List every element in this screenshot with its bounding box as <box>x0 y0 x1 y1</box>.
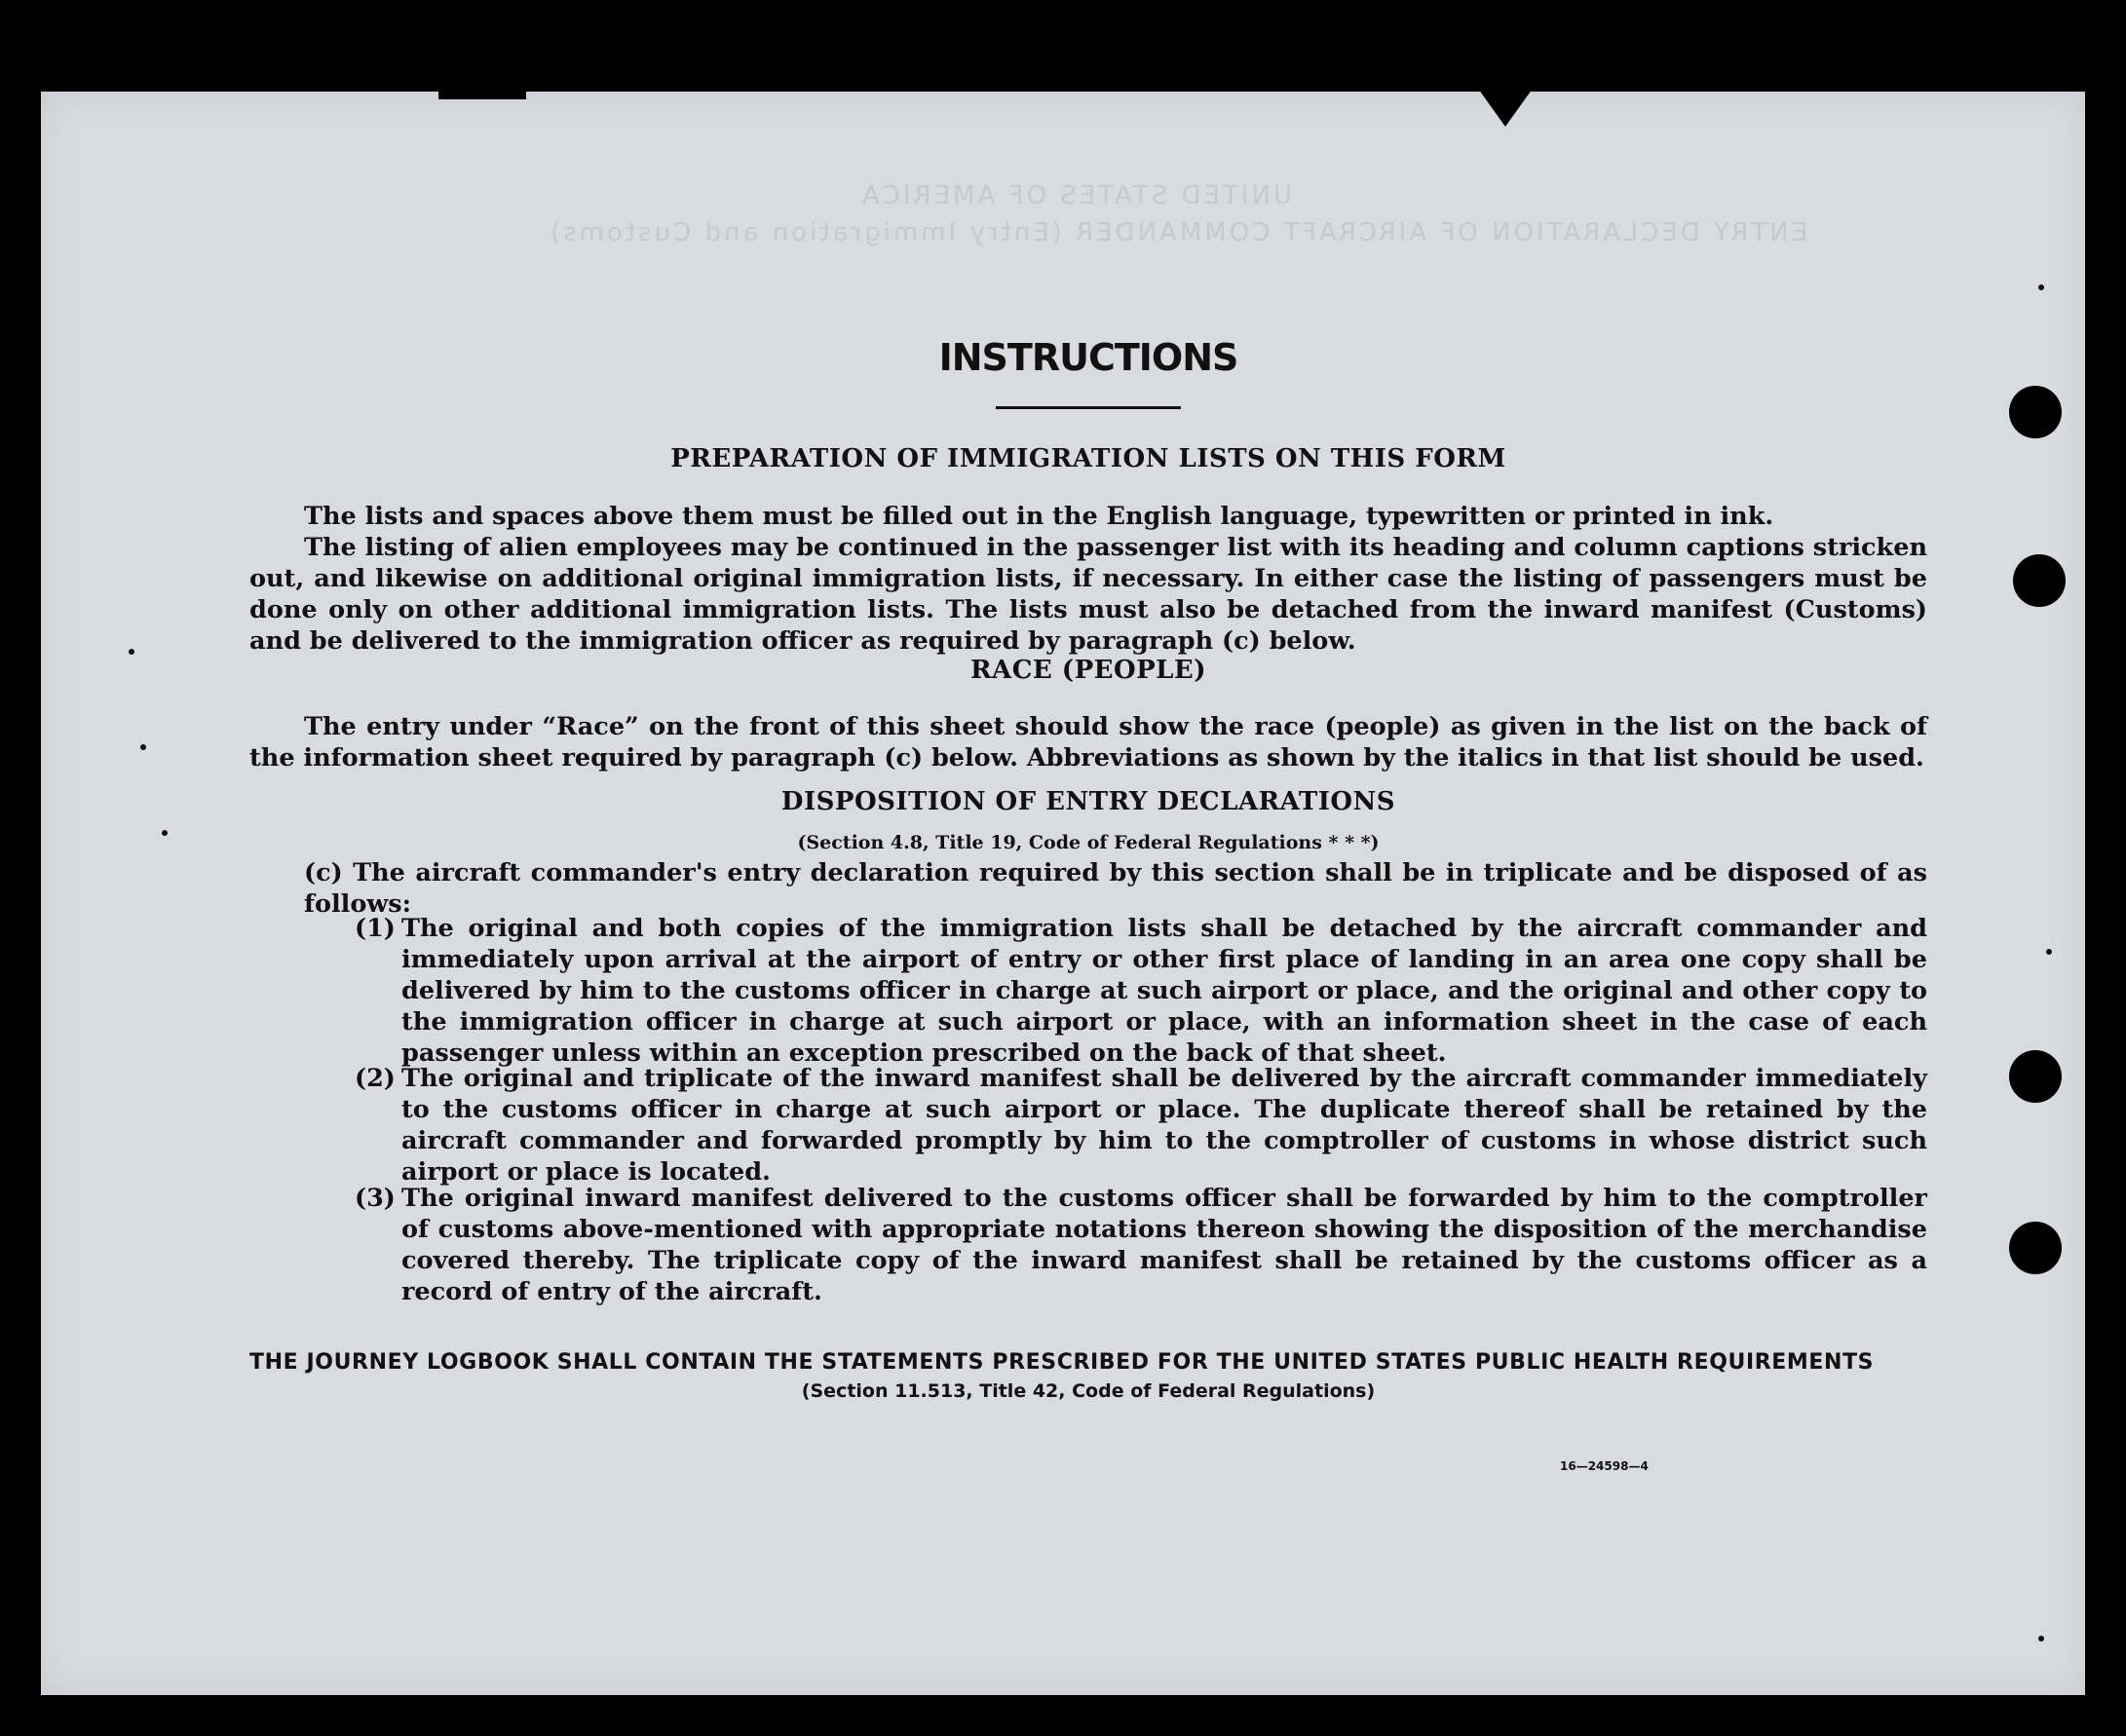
item-number: (3) <box>355 1184 396 1213</box>
speck <box>129 649 134 655</box>
section-heading-disposition: DISPOSITION OF ENTRY DECLARATIONS <box>780 787 1396 816</box>
section-heading-immigration-lists: PREPARATION OF IMMIGRATION LISTS ON THIS FORM <box>670 444 1506 473</box>
bleed-through-line-2: ENTRY DECLARATION OF AIRCRAFT COMMANDER (Entry Immigration and Customs) <box>548 218 1808 247</box>
speck <box>2046 949 2052 955</box>
page-title: INSTRUCTIONS <box>938 336 1238 379</box>
speck <box>140 744 146 750</box>
list-item <box>355 1183 1927 1306</box>
document-sheet <box>41 92 2085 1695</box>
section-heading-race: RACE (PEOPLE) <box>969 656 1207 685</box>
punch-hole <box>2009 1050 2062 1103</box>
citation-title-42: (Section 11.513, Title 42, Code of Federal Regulations) <box>801 1380 1376 1402</box>
item-text: The original and both copies of the immigration lists shall be detached by the aircraft commander and immediately upon arrival at the airport of entry or other first place of landing in an area one copy shall be delivered by him to the customs officer in charge at such airport or place, and the original and other copy to the immigration officer in charge at such airport or place, with an information sheet in the case of each passenger unless within an exception prescribed on the back of that sheet. <box>401 914 1927 1068</box>
title-underline <box>996 406 1181 409</box>
punch-hole <box>2009 1222 2062 1274</box>
speck <box>162 830 168 836</box>
punch-hole <box>2009 386 2062 438</box>
speck <box>2038 1636 2044 1642</box>
item-number: (1) <box>355 914 396 943</box>
torn-edge <box>1457 58 1554 127</box>
logbook-statement: THE JOURNEY LOGBOOK SHALL CONTAIN THE STATEMENTS PRESCRIBED FOR THE UNITED STATES PUBLIC HEALTH REQUIREMENTS <box>249 1350 1875 1375</box>
bleed-through-line-1: UNITED STATES OF AMERICA <box>859 181 1292 210</box>
speck <box>2038 284 2044 290</box>
list-item <box>355 913 1927 1068</box>
punch-hole <box>2013 554 2066 607</box>
item-text: The original inward manifest delivered to the customs officer shall be forwarded by him to the comptroller of customs above-mentioned with appropriate notations thereon showing the disposition of the merchandise covered thereby. The triplicate copy of the inward manifest shall be retained by the customs officer as a record of entry of the aircraft. <box>401 1184 1927 1306</box>
item-number: (2) <box>355 1064 396 1093</box>
paragraph-c-intro: (c) The aircraft commander's entry declaration required by this section shall be in triplicate and be disposed of as follows: <box>304 858 1927 919</box>
torn-edge <box>438 92 526 99</box>
paragraph-alien-employees: The listing of alien employees may be continued in the passenger list with its heading and column captions stricken out, and likewise on additional original immigration lists, if necessary. In either case the listing of passengers must be done only on other additional immigration lists. The lists must also be detached from the inward manifest (Customs) and be delivered to the immigration officer as required by paragraph (c) below. <box>249 533 1927 656</box>
citation-title-19: (Section 4.8, Title 19, Code of Federal Regulations * * *) <box>797 832 1380 853</box>
form-code: 16—24598—4 <box>1560 1459 1649 1473</box>
paragraph-lists-language: The lists and spaces above them must be filled out in the English language, typewritten or printed in ink. <box>304 502 1774 531</box>
item-text: The original and triplicate of the inward manifest shall be delivered by the aircraft commander immediately to the customs officer in charge at such airport or place. The duplicate thereof shall be retained by the aircraft commander and forwarded promptly by him to the comptroller of customs in whose district such airport or place is located. <box>401 1064 1927 1187</box>
list-item <box>355 1063 1927 1187</box>
paragraph-race-entry: The entry under “Race” on the front of this sheet should show the race (people) as given in the list on the back of the information sheet required by paragraph (c) below. Abbreviations as shown by the italics in that list should be used. <box>249 712 1927 773</box>
